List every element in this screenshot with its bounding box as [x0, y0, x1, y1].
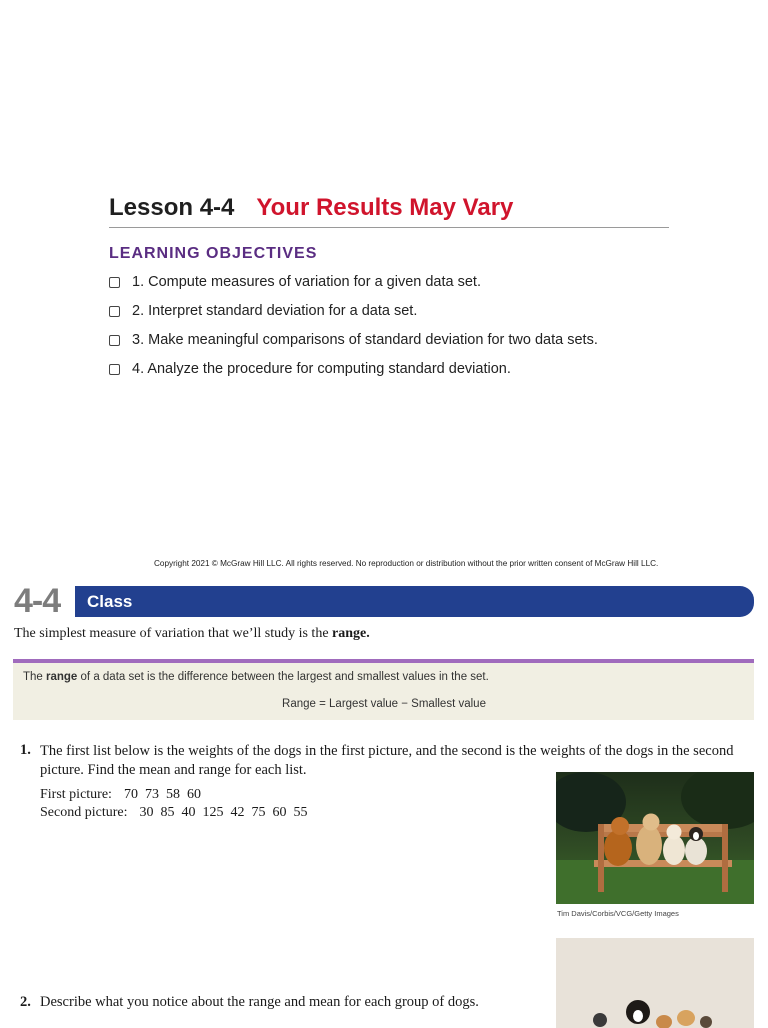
- first-picture-values: 70 73 58 60: [123, 787, 201, 802]
- question-2-text: Describe what you notice about the range and mean for each group of dogs.: [40, 994, 479, 1010]
- intro-term: range.: [332, 626, 370, 641]
- class-label: Class: [87, 592, 133, 611]
- objective-text: 1. Compute measures of variation for a given data set.: [132, 274, 481, 290]
- group-of-dogs-photo: [556, 938, 754, 1028]
- class-banner: [75, 586, 754, 617]
- objectives-heading: LEARNING OBJECTIVES: [109, 245, 318, 262]
- question-2-number: 2.: [20, 994, 31, 1010]
- definition-text: [23, 671, 489, 683]
- objective-text: 3. Make meaningful comparisons of standard deviation for two data sets.: [132, 332, 598, 348]
- copyright-notice: Copyright 2021 © McGraw Hill LLC. All rights reserved. No reproduction or distribution without the prior written consent of McGraw Hill LLC.: [154, 559, 659, 568]
- section-number: 4-4: [14, 582, 61, 620]
- definition-text-end: of a data set is the difference between the largest and smallest values in the set.: [77, 671, 489, 683]
- definition-term: range: [46, 671, 78, 683]
- objective-text: 4. Analyze the procedure for computing standard deviation.: [132, 361, 511, 377]
- checkbox-icon[interactable]: [109, 277, 120, 288]
- dogs-on-bench-photo: [556, 772, 754, 904]
- intro-text: The simplest measure of variation that we’ll study is the: [14, 626, 333, 641]
- dogs-on-bench-illustration: [556, 772, 754, 904]
- lesson-number: Lesson 4-4: [109, 194, 235, 221]
- second-picture-list: [40, 805, 307, 821]
- photo-credit: Tim Davis/Corbis/VCG/Getty Images: [557, 909, 679, 918]
- first-picture-list: [40, 787, 201, 803]
- lesson-title: [109, 194, 513, 222]
- question-1-text: The first list below is the weights of the dogs in the first picture, and the second is the weights of the dogs in the second picture. Find the mean and range for each list.: [40, 743, 734, 778]
- objective-item[interactable]: [109, 274, 481, 290]
- group-of-dogs-illustration: [556, 938, 754, 1028]
- title-divider: [109, 227, 669, 228]
- question-1-number: 1.: [20, 742, 31, 758]
- objective-item[interactable]: [109, 332, 598, 348]
- range-formula: Range = Largest value − Smallest value: [282, 698, 486, 710]
- intro-paragraph: [14, 626, 370, 642]
- definition-text-start: The: [23, 671, 47, 683]
- objective-item[interactable]: [109, 361, 511, 377]
- second-picture-label: Second picture:: [40, 805, 128, 820]
- definition-box: [13, 659, 754, 720]
- checkbox-icon[interactable]: [109, 335, 120, 346]
- lesson-name: Your Results May Vary: [256, 194, 514, 221]
- checkbox-icon[interactable]: [109, 364, 120, 375]
- checkbox-icon[interactable]: [109, 306, 120, 317]
- objective-text: 2. Interpret standard deviation for a data set.: [132, 303, 418, 319]
- first-picture-label: First picture:: [40, 787, 112, 802]
- objective-item[interactable]: [109, 303, 417, 319]
- second-picture-values: 30 85 40 125 42 75 60 55: [139, 805, 308, 820]
